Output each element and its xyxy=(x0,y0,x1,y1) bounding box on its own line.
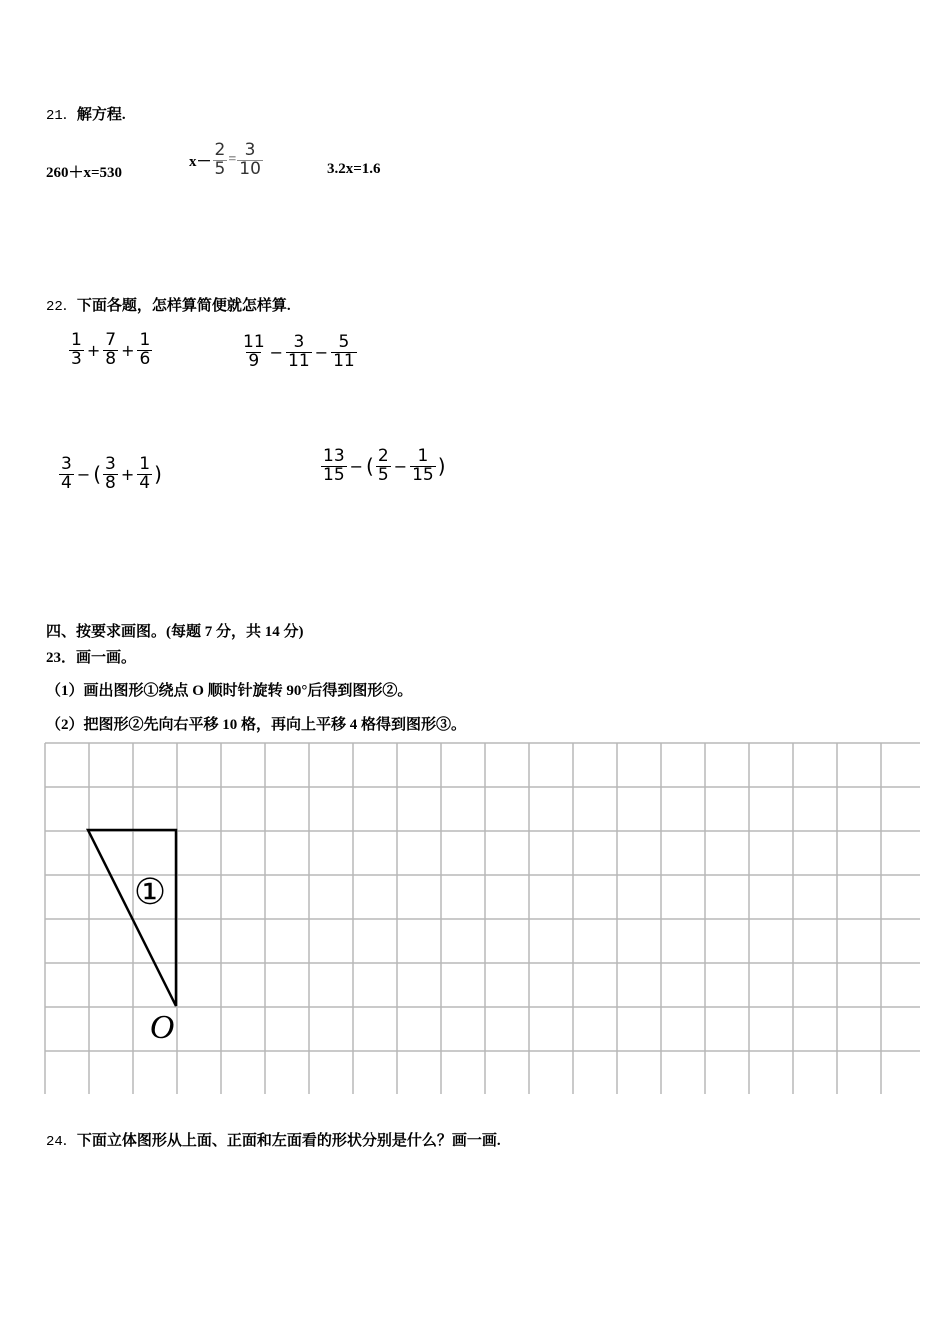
eq2-frac2-numerator: 3 xyxy=(244,139,256,160)
e3-right-paren: ) xyxy=(154,462,162,487)
e3-op1: − xyxy=(76,464,91,484)
e1-a-num: 1 xyxy=(71,330,82,350)
e4-b-num: 2 xyxy=(377,446,389,466)
q21-number: 21． xyxy=(46,108,77,124)
e2-c-den: 11 xyxy=(333,350,355,371)
q22-expression-1 xyxy=(68,332,153,369)
e4-a-num: 13 xyxy=(323,446,345,466)
q23-number: 23． xyxy=(46,650,77,666)
q22-expression-3 xyxy=(58,456,163,493)
e1-op2: + xyxy=(121,340,135,360)
e4-c-num: 1 xyxy=(417,446,429,466)
q23-title: 画一画。 xyxy=(76,650,137,666)
q23-part-2: （2）把图形②先向右平移 10 格，再向上平移 4 格得到图形③。 xyxy=(46,717,467,733)
section-4-heading: 四、按要求画图。(每题 7 分，共 14 分) xyxy=(46,624,304,640)
e3-c-den: 4 xyxy=(139,472,151,493)
q23-part-1: （1）画出图形①绕点 O 顺时针旋转 90°后得到图形②。 xyxy=(46,683,413,699)
e4-left-paren: ( xyxy=(366,454,374,479)
e2-a-den: 9 xyxy=(248,350,260,371)
q24-header xyxy=(46,1129,501,1150)
q22-header xyxy=(46,294,291,315)
e2-op1: − xyxy=(269,342,284,362)
e1-c-den: 6 xyxy=(139,348,151,369)
drawing-grid[interactable] xyxy=(44,742,920,1094)
eq2-frac1-numerator: 2 xyxy=(214,139,226,160)
e1-op1: + xyxy=(86,340,101,360)
q21-title: 解方程. xyxy=(76,107,126,123)
eq2-fraction-2 xyxy=(237,139,263,179)
q24-title: 下面立体图形从上面、正面和左面看的形状分别是什么？画一画. xyxy=(76,1133,501,1149)
e3-a-num: 3 xyxy=(61,454,72,474)
e2-b-num: 3 xyxy=(293,332,305,352)
e4-op2: − xyxy=(393,456,408,476)
e3-op2: + xyxy=(120,464,135,484)
q24-number: 24． xyxy=(46,1134,77,1150)
e4-b-den: 5 xyxy=(377,464,389,485)
e1-a-den: 3 xyxy=(71,348,82,369)
e1-b-den: 8 xyxy=(105,348,117,369)
e3-b-num: 3 xyxy=(105,454,116,474)
e2-a-num: 11 xyxy=(243,332,265,352)
q22-title: 下面各题，怎样算简便就怎样算. xyxy=(76,298,291,314)
eq2-frac2-denominator: 10 xyxy=(239,158,261,179)
q21-header xyxy=(46,103,126,124)
e2-c-num: 5 xyxy=(338,332,350,352)
q22-number: 22． xyxy=(46,299,77,315)
q21-equation-1: 260＋x=530 xyxy=(46,165,123,181)
point-o-label: O xyxy=(149,1009,175,1046)
eq2-fraction-1 xyxy=(213,139,228,179)
eq2-prefix: x－ xyxy=(189,153,212,170)
e1-c-num: 1 xyxy=(139,330,151,350)
e3-a-den: 4 xyxy=(61,472,72,493)
triangle-shape-1 xyxy=(88,830,176,1006)
e3-c-num: 1 xyxy=(139,454,151,474)
q23-header xyxy=(46,646,136,667)
e4-c-den: 15 xyxy=(412,464,434,485)
e2-b-den: 11 xyxy=(288,350,310,371)
eq2-equals: = xyxy=(228,152,237,167)
eq2-frac1-denominator: 5 xyxy=(214,158,226,179)
e1-b-num: 7 xyxy=(105,330,117,350)
e3-b-den: 8 xyxy=(105,472,116,493)
shape-1-label: ① xyxy=(133,872,167,913)
e4-a-den: 15 xyxy=(323,464,345,485)
q22-expression-2 xyxy=(240,334,358,371)
e2-op2: − xyxy=(314,342,329,362)
q21-equation-2 xyxy=(189,134,264,186)
q21-equation-3: 3.2x=1.6 xyxy=(327,161,381,177)
q22-expression-4 xyxy=(320,448,447,485)
e3-left-paren: ( xyxy=(93,462,102,487)
e4-right-paren: ) xyxy=(437,454,446,479)
e4-op1: − xyxy=(349,456,364,476)
